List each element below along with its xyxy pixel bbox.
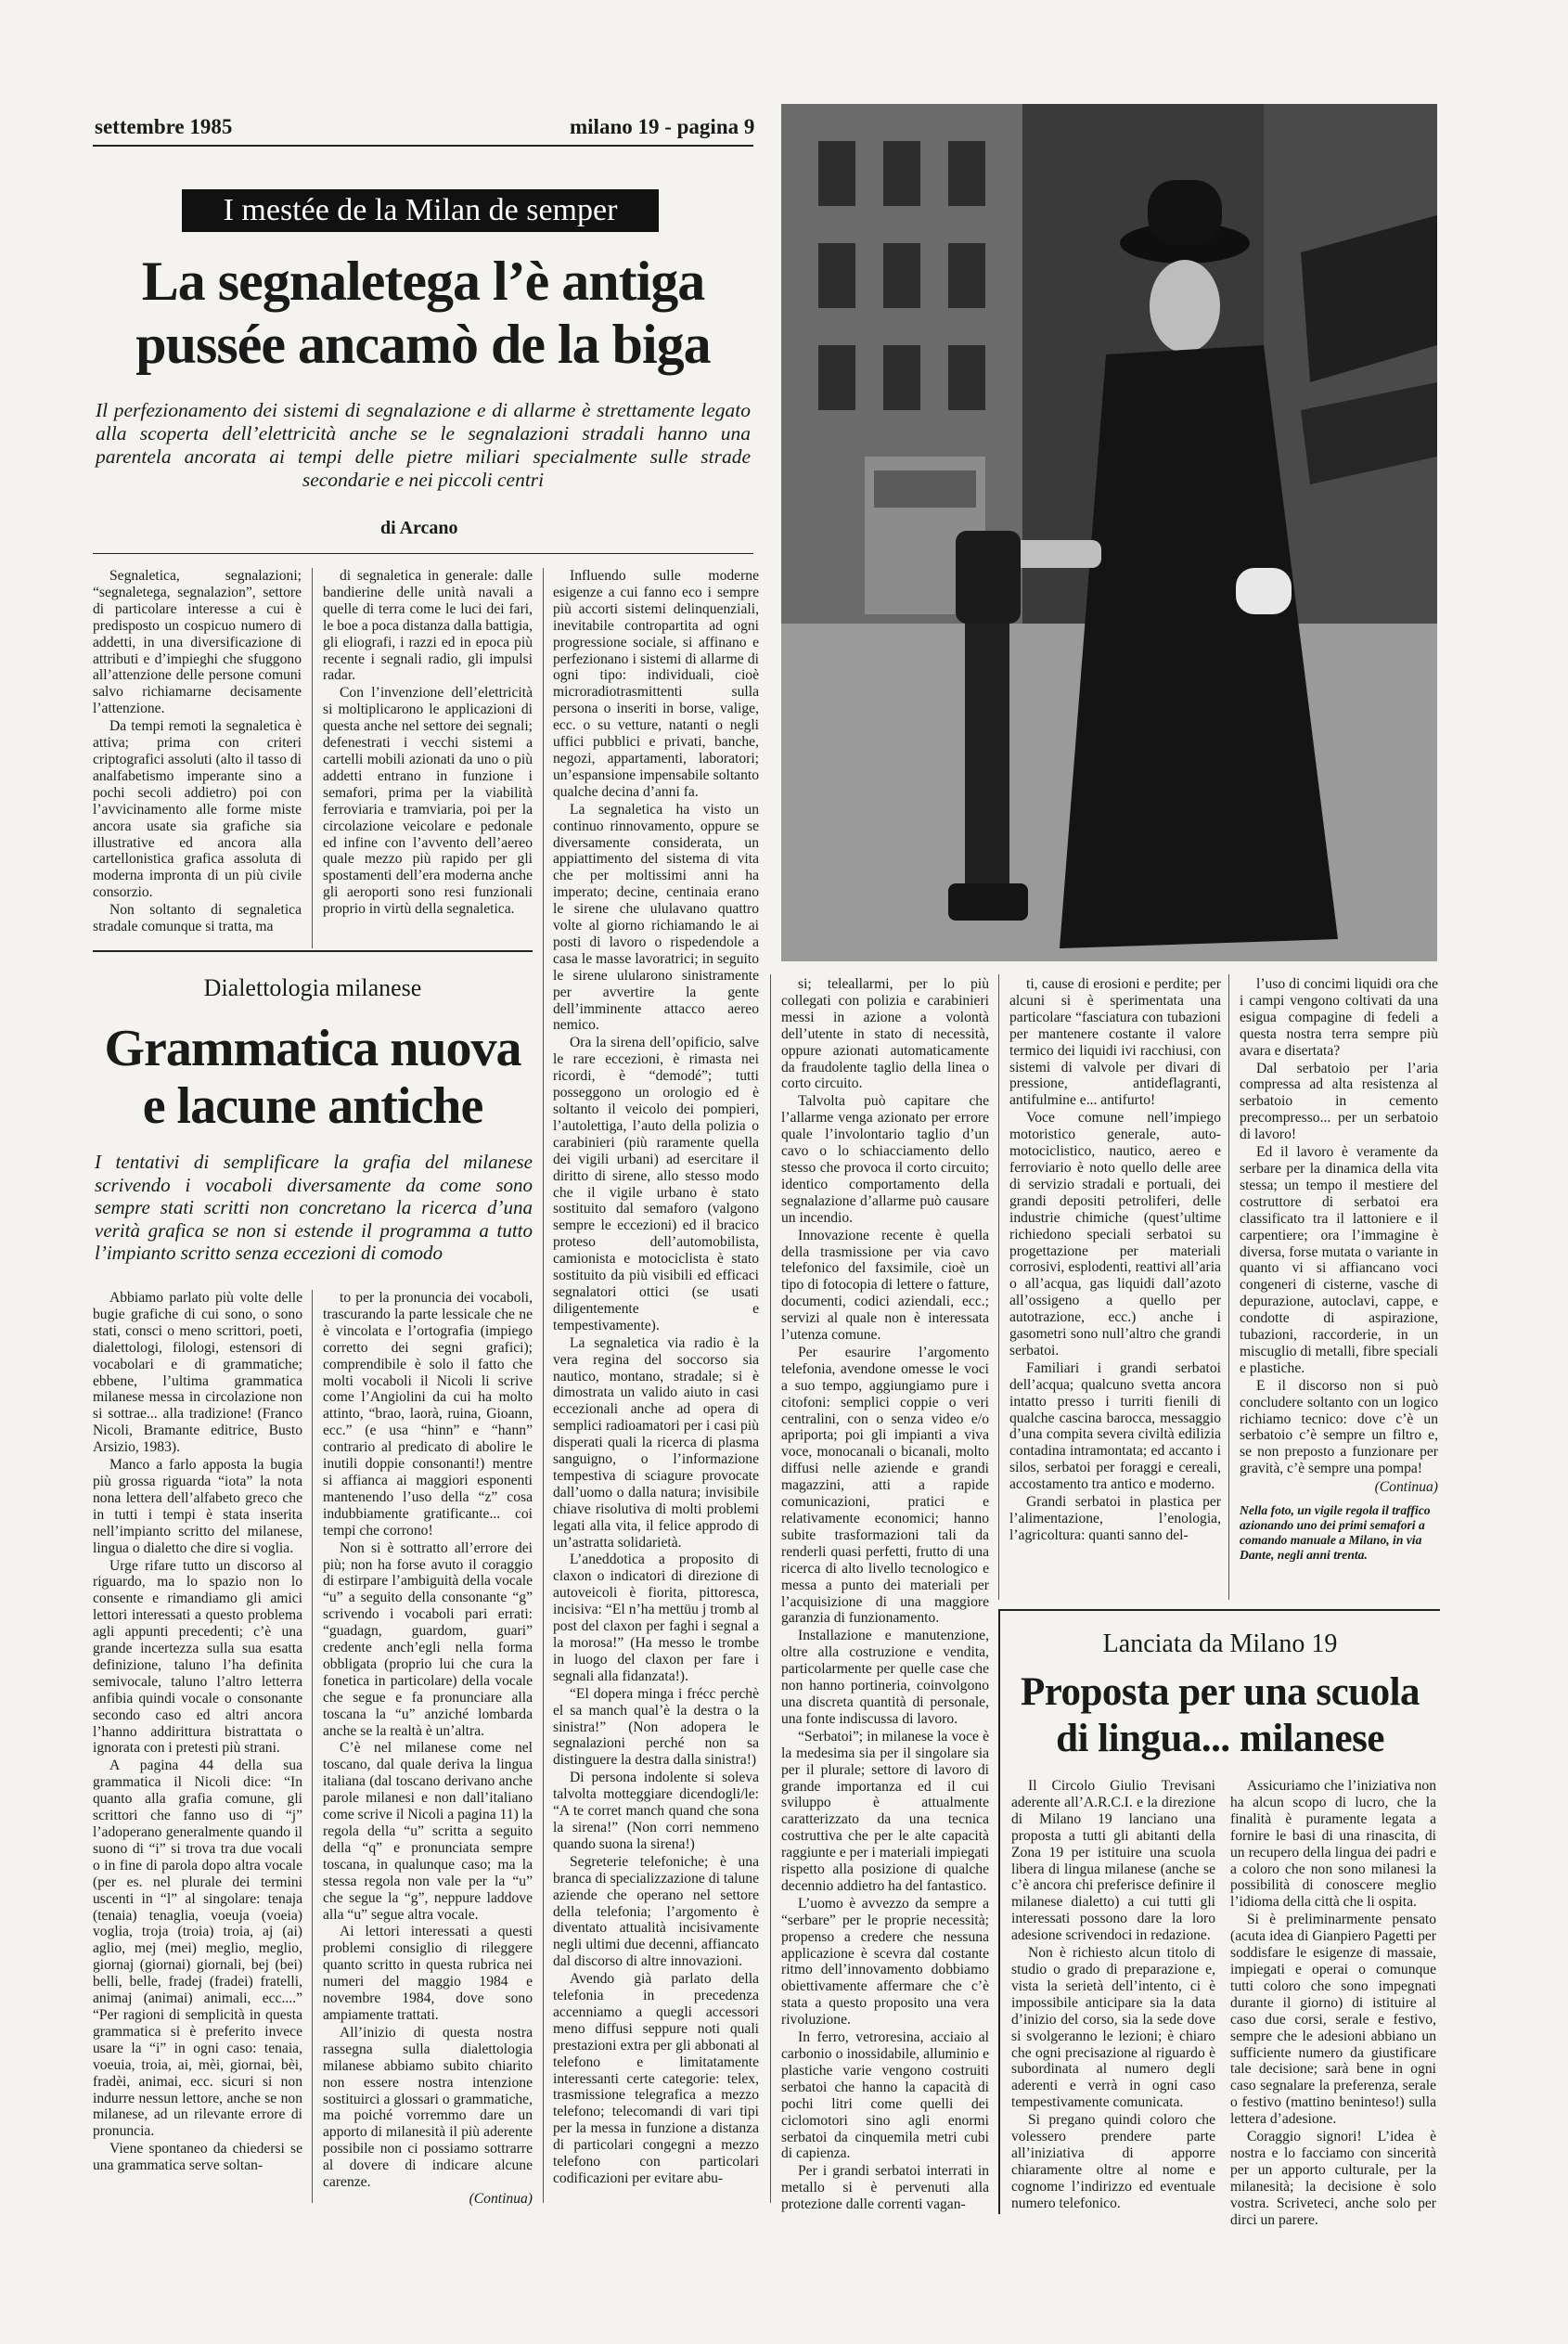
paragraph: Non si è sottratto all’errore dei più; non ha forse avuto il coraggio di estirpare l’ambiguità della vocale “u” a seguito della consonante “g” scrivendo i vocaboli pari errati: “guadagn, guardom, guari” credente anch’egli nella forma obbligata (proprio lui che cura la fonetica in particolare) della vocale che segue e fa pronunciare alla toscana la “u” anziché lombarda anche se la realtà è un’altra. [323, 1539, 533, 1739]
paragraph: Manco a farlo apposta la bugia più grossa riguarda “iota” la nota nona lettera dell’alfabeto greco che in tutti i tempi è stata inserita nell’impianto scritto del milanese, lingua o dialetto che dire si voglia. [93, 1457, 302, 1556]
paragraph: ti, cause di erosioni e perdite; per alcuni si è sperimentata una particolare “fasciatura con tubazioni per mantenere costante il valore termico dei liquidi ivi racchiusi, con sistemi di valvole per divari di pressione, antideflagranti, antifulmine e... antifurto! [1009, 976, 1221, 1109]
article3-title-line1: Proposta per una scuola [1020, 1670, 1420, 1714]
article2-title-line2: e lacune antiche [142, 1077, 483, 1135]
paragraph: Viene spontaneo da chiedersi se una grammatica serve soltan- [93, 2141, 302, 2174]
paragraph: Si è preliminarmente pensato (acuta idea di Gianpiero Pagetti per soddisfare le esigenze di massaie, impiegati e operai o comunque tutti coloro che sono impegnati durante il giorno) di istituire al caso due corsi, serale e festivo, sempre che le adesioni abbiano un sufficiente numero da giustificare tale decisione; sarà bene in ogni caso segnalare la preferenza, serale o festivo (mattino beninteso!) sulla lettera d’adesione. [1230, 1912, 1436, 2128]
paragraph: L’uomo è avvezzo da sempre a “serbare” per le proprie necessità; propenso a credere che nessuna applicazione è scevra dal costante ritmo dell’innovamento dobbiamo obiettivamente affermare che c’è stata a questo proposito una vera rivoluzione. [781, 1895, 989, 2028]
paragraph: Influendo sulle moderne esigenze a cui fanno eco i sempre più accorti sistemi delinquenziali, inevitabile contropartita ad ogni progressione sociale, si affinano e perfezionano i sistemi di allarme di ogni tipo: individuali, cioè microradiotrasmittenti sulla persona o inseriti in borse, valige, ecc. o su vetture, natanti o negli uffici pubblici e privati, banche, negozi, appartamenti, laboratori; un’espansione impensabile soltanto qualche decina d’anni fa. [553, 568, 759, 800]
paragraph: Segreterie telefoniche; è una branca di specializzazione di talune aziende che operano nel settore della telefonia; l’argomento è diventato attualità incisivamente negli ultimi due decenni, affiancato dal discorso di altre innovazioni. [553, 1853, 759, 1970]
paragraph: Abbiamo parlato più volte delle bugie grafiche di cui sono, o sono stati, consci o meno scrittori, poeti, dialettologi, filologi, estensori di vocabolari e di grammatiche; ebbene, l’ultima grammatica milanese messa in circolazione non si sottrae... alla tradizione! (Franco Nicoli, Bramante editrice, Busto Arsizio, 1983). [93, 1290, 302, 1456]
article3-column-1 [1011, 1778, 1215, 2212]
paragraph: “Serbatoi”; in milanese la voce è la medesima sia per il singolare sia per il plurale; settore di lavoro di grande importanza ed il cui sviluppo è attualmente caratterizzato da una tecnica costruttiva che per le alte capacità raggiunte e per i materiali impiegati rispetto alla posizione di qualche decennio addietro ha del fantastico. [781, 1728, 989, 1894]
article2-column-2 [323, 1290, 533, 2208]
paragraph: Urge rifare tutto un discorso al riguardo, ma lo spazio non lo consente e rimandiamo gli amici lettori interessati a questo problema agli appunti precedenti; c’è una grande incertezza sulla sua esatta definizione, taluno l’ha definita semivocale, taluno l’altro letterra anfibia quindi vocale o consonante secondo caso ed altri ancora l’hanno addirittura bistrattata o ignorata con i pretesti più strani. [93, 1557, 302, 1757]
traffic-officer-photo [781, 104, 1437, 961]
article1-column-3 [553, 568, 759, 2187]
article1-column-6 [1240, 976, 1438, 1496]
article1-title-line2: pussée ancamò de la biga [135, 314, 711, 375]
photo-caption: Nella foto, un vigile regola il traffico azionando uno dei primi semafori a comando manuale a Milano, in via Dante, negli anni trenta. [1240, 1503, 1431, 1562]
paragraph: Per i grandi serbatoi interrati in metallo si è pervenuti alla protezione dalle correnti vagan- [781, 2163, 989, 2213]
paragraph: Avendo già parlato della telefonia in precedenza accenniamo a quegli accessori meno diffusi seppure noti quali prestazioni extra per gli abbonati al telefono e limitatamente interessanti certe categorie: telex, trasmissione telegrafica a mezzo telefono; telecomandi di vari tipi per la messa in funzione a distanza di particolari congegni a mezzo telefono con particolari codificazioni per evitare abu- [553, 1971, 759, 2186]
paragraph: Si pregano quindi coloro che volessero prendere parte all’iniziativa di apporre chiaramente oltre al nome e cognome l’indirizzo ed eventuale numero telefonico. [1011, 2112, 1215, 2211]
paragraph: Ora la sirena dell’opificio, salve le rare eccezioni, è rimasta nei ricordi, è “demodé”; tutti posseggono un orologio ed è soltanto il veicolo dei pompieri, l’autolettiga, l’auto della polizia o carabinieri (più raramente quella dei vigili urbani) ad esercitare il diritto di sirene, allo stesso modo che il vigile urbano è stato sostituito dal semaforo (valgono sempre le eccezioni) ed il bracico proteso dell’automobilista, camionista e motociclista è stato sostituito da più visibili ed efficaci segnalatori ottici (se usati diligentemente e tempestivamente). [553, 1035, 759, 1333]
rubric-banner: I mestée de la Milan de semper [182, 189, 659, 232]
article1-byline: di Arcano [380, 518, 458, 538]
column-rule [312, 568, 313, 948]
column-rule [543, 568, 544, 2203]
paragraph: Segnaletica, segnalazioni; “segnaletega, segnalazion”, settore di particolare interesse a cui è predisposto un cospicuo numero di addetti, in una diversificazione di attributi e d’impieghi che sfuggono all’attenzione delle persone comuni salvo richiamarne decisamente l’attenzione. [93, 568, 302, 717]
paragraph: Grandi serbatoi in plastica per l’alimentazione, l’enologia, l’agricoltura: quanti sanno del- [1009, 1494, 1221, 1543]
paragraph: La segnaletica ha visto un continuo rinnovamento, oppure se diversamente considerata, un appiattimento del sistema di vita che per moltissimi anni ha imperato; decine, centinaia erano le sirene che ululavano quattro volte al giorno richiamando le ai posti di lavoro o rispedendole a casa le masse lavoratrici; in seguito le sirene ulularono sinistramente per avvertire la gente dell’imminente attacco aereo nemico. [553, 801, 759, 1034]
article1-deck: Il perfezionamento dei sistemi di segnalazione e di allarme è strettamente legato alla scoperta dell’elettricità anche se le segnalazioni stradali hanno una parentela ancorata ai tempi delle pietre miliari specialmente sulle strade secondarie e nei piccoli centri [96, 399, 751, 491]
byline-rule [93, 553, 753, 554]
paragraph: Con l’invenzione dell’elettricità si moltiplicarono le applicazioni di questa anche nel settore dei segnali; defenestrati i vecchi sistemi a cartelli mobili azionati da uno o più addetti entrano in funzione i semafori, prima per la viabilità ferroviaria e tramviaria, poi per la circolazione veicolare e pedonale ed infine con l’avvento dell’aereo quale mezzo più rapido per gli spostamenti dell’era moderna anche gli aeroporti sono resi funzionali proprio in virtù della segnaletica. [323, 685, 533, 918]
paragraph: Ed il lavoro è veramente da serbare per la dinamica della vita stessa; un tempo il mestiere del costruttore di serbatoi era classificato tra il lattoniere e il carpentiere; ora l’immagine è diversa, forse mutata o variante in quanto vi si affiancano voci congeneri di cisterne, vasche di depurazione, autoclavi, cappe, e condotte di aspirazione, tubazioni, raccorderie, in un miscuglio di metalli, fibre speciali e plastiche. [1240, 1144, 1438, 1376]
article1-title-line1: La segnaletega l’è antiga [141, 251, 705, 312]
paragraph: l’uso di concimi liquidi ora che i campi vengono coltivati da una esigua compagine di fedeli a questa nostra terra sempre più avara e disertata? [1240, 976, 1438, 1059]
paragraph: In ferro, vetroresina, acciaio al carbonio o inossidabile, alluminio e plastiche varie vengono costruiti serbatoi che hanno la capacità di pochi litri come quelli dei ciclomotori sino agli enormi serbatoi da cinquemila metri cubi di capienza. [781, 2029, 989, 2162]
paragraph: L’aneddotica a proposito di claxon o indicatori di direzione di autoveicoli è fiorita, pittoresca, incisiva: “El n’ha mettüu j tromb al post del claxon per faghi i segnal a la morosa!” (Ha messo le trombe in luogo del claxon per fare i segnali alla fidanzata!). [553, 1552, 759, 1684]
article1-column-1 [93, 568, 302, 935]
paragraph: Ai lettori interessati a questi problemi consiglio di rileggere quanto scritto in questa rubrica nei numeri del maggio 1984 e novembre 1984, dove sono ampiamente trattati. [323, 1924, 533, 2023]
paragraph: Non è richiesto alcun titolo di studio o grado di preparazione e, vista la serietà dell’intento, ci è impossibile anticipare sia la data d’inizio del corso, sia la sede dove si svolgeranno le lezioni; è chiaro che ogni precisazione al riguardo è subordinata al numero degli aderenti e verrà in ogni caso tempestivamente comunicata. [1011, 1945, 1215, 2111]
paragraph: Dal serbatoio per l’aria compressa ad alta resistenza al serbatoio in cemento precompresso... per un serbatoio di lavoro! [1240, 1060, 1438, 1143]
paragraph: Innovazione recente è quella della trasmissione per via cavo telefonico del faxsimile, cioè un tipo di fotocopia di lettere o fatture, documenti, codici aziendali, ecc.; servizi al quale non è interessata l’utenza comune. [781, 1227, 989, 1344]
photo-illustration [781, 104, 1437, 961]
section-rule [93, 950, 533, 952]
article1-column-2 [323, 568, 533, 918]
paragraph: si; teleallarmi, per lo più collegati con polizia e carabinieri messi in azione a volontà dell’utente in stato di necessità, oppure azionati automaticamente da fraudolente taglio della linea o corto circuito. [781, 976, 989, 1092]
column-rule [1228, 974, 1229, 1600]
article2-title-line1: Grammatica nuova [104, 1020, 521, 1077]
paragraph: Familiari i grandi serbatoi dell’acqua; qualcuno svetta ancora intatto presso i turriti fienili di qualche cascina barocca, messaggio d’una compita severa civiltà edilizia contadina intramontata; ed accanto i silos, serbatoi per foraggi e cereali, accostamento tra antico e moderno. [1009, 1359, 1221, 1493]
article1-column-4 [781, 976, 989, 2213]
article3-title-line2: di lingua... milanese [1056, 1717, 1384, 1760]
paragraph: A pagina 44 della sua grammatica il Nicoli dice: “In quanto alla grafia comune, gli scrittori che fanno uso di “j” l’adoperano generalmente quando il suono di “i” si trova tra due vocali o in fine di parola dopo altra vocale (per es. nel plurale dei termini uscenti in “l” al singolare: tenaja (tenaia) tenaglia, voeuja (voeia) voglia, troja (troia) troia, aj (ai) aglio, mej (mei) meglio, meglio, giornaj (giornai) giornali, bej (bei) belli, belle, fradej (fradei) fratelli, animaj (animai) animali, ecc....” “Per ragioni di semplicità in questa grammatica si è preferito invece usare la “i” in ogni caso: tenaia, voeuia, troia, ai, mèi, giornai, bèi, fradèi, animai, ecc. sicuri si non indurre nessun lettore, anche se non milanese, ad un rilevante errore di pronuncia. [93, 1758, 302, 2140]
paragraph: Installazione e manutenzione, oltre alla costruzione e vendita, particolarmente per quelle case che non hanno portineria, coinvolgono una discreta quantità di personale, una fonte indiscussa di lavoro. [781, 1628, 989, 1727]
paragraph: di segnaletica in generale: dalle bandierine delle unità navali a quelle di terra come le luci dei fari, le boe a poca distanza dalla battigia, gli eliografi, i razzi ed in epoca più recente i segnali radio, gli impulsi radar. [323, 568, 533, 684]
article2-deck: I tentativi di semplificare la grafia del milanese scrivendo i vocaboli diversamente da come sono sempre stati scritti non concretano la ricerca d’una verità grafica se non si estende il programma a tutto l’impianto scritto senza eccezioni di comodo [95, 1151, 533, 1264]
paragraph: C’è nel milanese come nel toscano, dal quale deriva la lingua italiana (dal toscano derivano anche parole milanesi e non dall’italiano come scrive il Nicoli a pagina 11) la regola della “u” scritta a seguito della “q” e pronunciata sempre toscana, in qualunque caso; ma la stessa regola non vale per la “u” che segue la “g”, neppure laddove alla “u” segue altra vocale. [323, 1740, 533, 1923]
paragraph: Per esaurire l’argomento telefonia, avendone omesse le voci a suo tempo, aggiungiamo pure i citofoni: semplici coppie o veri centralini, con o senza video e/o apriporta; poi gli impianti a viva voce, monocanali o bicanali, molto diffusi nelle aziende e grandi magazzini, atti a rapide comunicazioni, pratici e relativamente economici; hanno subite trasformazioni tali da renderli quasi perfetti, frutto di una ricerca di alto livello tecnologico e messa a punto dei materiali per l’acquisizione di una maggiore garanzia di funzionamento. [781, 1344, 989, 1627]
paragraph: Non soltanto di segnaletica stradale comunque si tratta, ma [93, 902, 302, 935]
header-rule [93, 145, 753, 147]
paragraph: Coraggio signori! L’idea è nostra e lo facciamo con sincerità per un apporto culturale, per la milanesità; la decisione è solo vostra. Scriveteci, anche solo per dirci un parere. [1230, 2129, 1436, 2228]
article2-column-1 [93, 1290, 302, 2174]
paragraph: La segnaletica via radio è la vera regina del soccorso sia nautico, montano, stradale; si è dimostrata un valido aiuto in casi eccezionali anche ad opera di semplici radioamatori per i casi più disperati quali la ricerca di plasma sanguigno, o l’informazione tempestiva di sciagure provocate dall’uomo o dalla natura; invisibile chiave risolutiva di molti problemi legati alla vita, il felice approdo di un’astratta solidarietà. [553, 1334, 759, 1551]
paragraph: Voce comune nell’impiego motoristico generale, auto-motociclistico, nautico, aereo e ferroviario è noto quello delle aree di servizio stradali e portuali, dei grandi depositi petroliferi, delle industrie chimiche (quest’ultime richiedono speciali serbatoi su progettazione per materiali corrosivi, esplodenti, reattivi all’aria o all’acqua, gas liquidi dall’azoto all’ossigeno a quello per autotrazione, ecc.) anche i gasometri sono null’altro che grandi serbatoi. [1009, 1110, 1221, 1359]
column-rule [312, 1290, 313, 2203]
issue-date: settembre 1985 [95, 115, 233, 138]
paragraph: Talvolta può capitare che l’allarme venga azionato per errore quale l’involontario taglio d’un cavo o lo schiacciamento dello stesso che provoca il corto circuito; identico comportamento della segnalazione d’allarme può causare un incendio. [781, 1093, 989, 1226]
article1-column-5 [1009, 976, 1221, 1544]
continua-label: (Continua) [1374, 1479, 1438, 1496]
column-rule [770, 974, 771, 2203]
article2-kicker: Dialettologia milanese [203, 974, 422, 1001]
column-rule [998, 974, 999, 1600]
paragraph: to per la pronuncia dei vocaboli, trascurando la parte lessicale che ne è vincolata e l’ortografia (impiego corretto dei segni grafici); comprendibile è solo il fatto che molti vocaboli il Nicoli li scrive come l’Angiolini da cui ha molto attinto, “brao, laorà, ruina, Gioann, ecc.” (e usa “hinn” e “hann” contrario al predicato di abolire le inutili doppie consonanti!) mentre si affianca ai maggiori esponenti mantenendo l’uso della “z” cosa indubbiamente gratificante... coi tempi che corrono! [323, 1290, 533, 1539]
article3-kicker: Lanciata da Milano 19 [1102, 1629, 1338, 1658]
paragraph: Il Circolo Giulio Trevisani aderente all’A.R.C.I. e la direzione di Milano 19 lanciano una proposta a tutti gli abitanti della Zona 19 per istituire una scuola libera di lingua milanese (anche se c’è ancora chi preferisce definire il milanese dialetto) a cui tutti gli interessati possono dare la loro adesione scrivendoci in redazione. [1011, 1778, 1215, 1944]
article3-column-2 [1230, 1778, 1436, 2228]
paragraph: Da tempi remoti la segnaletica è attiva; prima con criteri criptografici assoluti (alto il tasso di analfabetismo imperante sino a pochi secoli addietro) poi con l’avvicinamento alle forme miste ancora usate sia grafiche sia illustrative ed ancora alla cartellonistica grafica assoluta di moderna impronta di un più civile consorzio. [93, 718, 302, 901]
paragraph: E il discorso non si può concludere soltanto con un logico richiamo tecnico: dove c’è un serbatoio c’è sempre un filtro e, se non preposto a funzionare per gravità, c’è sempre una pompa! [1240, 1377, 1438, 1477]
paragraph: All’inizio di questa nostra rassegna sulla dialettologia milanese abbiamo subito chiarito non essere nostra intenzione sostituirci a glossari o grammatiche, ma poiché vorremmo dare un apporto di milanesità il più aderente possibile non ci possiamo sottrarre al dovere di indicare alcune carenze. [323, 2024, 533, 2191]
page-number: milano 19 - pagina 9 [570, 115, 755, 138]
paragraph: “El dopera minga i frécc perchè el sa manch qual’è la destra o la sinistra!” (Non adopera le segnalazioni perché non sa distinguere la destra dalla sinistra!) [553, 1685, 759, 1769]
paragraph: Di persona indolente si soleva talvolta motteggiare dicendogli/le: “A te corret manch quand che sona la sirena!” (Non corri nemmeno quando suona la sirena!) [553, 1770, 759, 1852]
paragraph: Assicuriamo che l’iniziativa non ha alcun scopo di lucro, che la finalità è puramente legata a fornire le basi di una rinascita, di un recupero della lingua dei padri e a coloro che non sono milanesi la possibilità di conoscere meglio l’idioma della città che li ospita. [1230, 1778, 1436, 1911]
continua-label: (Continua) [469, 2190, 533, 2207]
